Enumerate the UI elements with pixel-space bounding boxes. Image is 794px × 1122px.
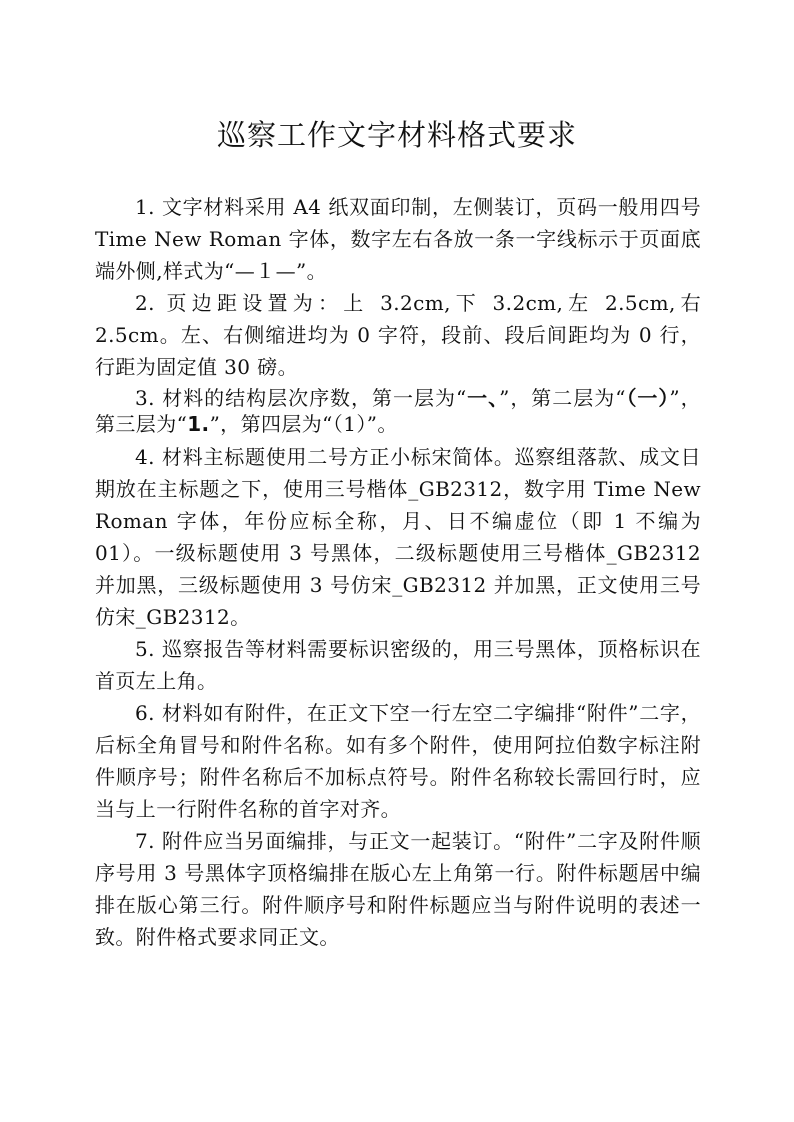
- paragraph-2: 2. 页边距设置为：上 3.2cm,下 3.2cm,左 2.5cm,右 2.5cm。左、右侧缩进均为 0 字符，段前、段后间距均为 0 行，行距为固定值 30 磅。: [95, 291, 701, 379]
- paragraph-6: 6. 材料如有附件，在正文下空一行左空二字编排“附件”二字，后标全角冒号和附件名称。如有多个附件，使用阿拉伯数字标注附件顺序号；附件名称后不加标点符号。附件名称较长需回行时，应当与上一行附件名称的首字对齐。: [95, 701, 701, 821]
- paragraph-3-lead: 3. 材料的结构层次序数，第一层为“: [135, 386, 467, 410]
- paragraph-7: 7. 附件应当另面编排，与正文一起装订。“附件”二字及附件顺序号用 3 号黑体字顶格编排在版心左上角第一行。附件标题居中编排在版心第三行。附件顺序号和附件标题应当与附件说明的表述一致。附件格式要求同正文。: [95, 829, 701, 949]
- paragraph-5: 5. 巡察报告等材料需要标识密级的，用三号黑体，顶格标识在首页左上角。: [95, 637, 701, 693]
- paragraph-1: 1. 文字材料采用 A4 纸双面印制，左侧装订，页码一般用四号Time New Roman 字体，数字左右各放一条一字线标示于页面底端外侧,样式为“—１—”。: [95, 195, 701, 283]
- document-body: [95, 191, 701, 953]
- level-2-marker: （一）: [625, 386, 670, 410]
- level-3-marker: 1.: [187, 412, 210, 436]
- document-title: 巡察工作文字材料格式要求: [216, 118, 577, 152]
- paragraph-3: [95, 385, 701, 437]
- paragraph-3-mid2: ”，第三层为“: [95, 386, 701, 436]
- level-1-marker: 一、: [466, 386, 500, 410]
- paragraph-3-tail: ”，第四层为“（1）”。: [209, 412, 398, 436]
- paragraph-4: 4. 材料主标题使用二号方正小标宋简体。巡察组落款、成文日期放在主标题之下，使用三号楷体_GB2312，数字用 Time New Roman 字体，年份应标全称，月、日不编虚位（即 1 不编为 01）。一级标题使用 3 号黑体，二级标题使用三号楷体_GB2312 并加黑，三级标题使用 3 号仿宋_GB2312 并加黑，正文使用三号仿宋_GB2312。: [95, 445, 701, 629]
- paragraph-3-mid1: ”，第二层为“: [499, 386, 626, 410]
